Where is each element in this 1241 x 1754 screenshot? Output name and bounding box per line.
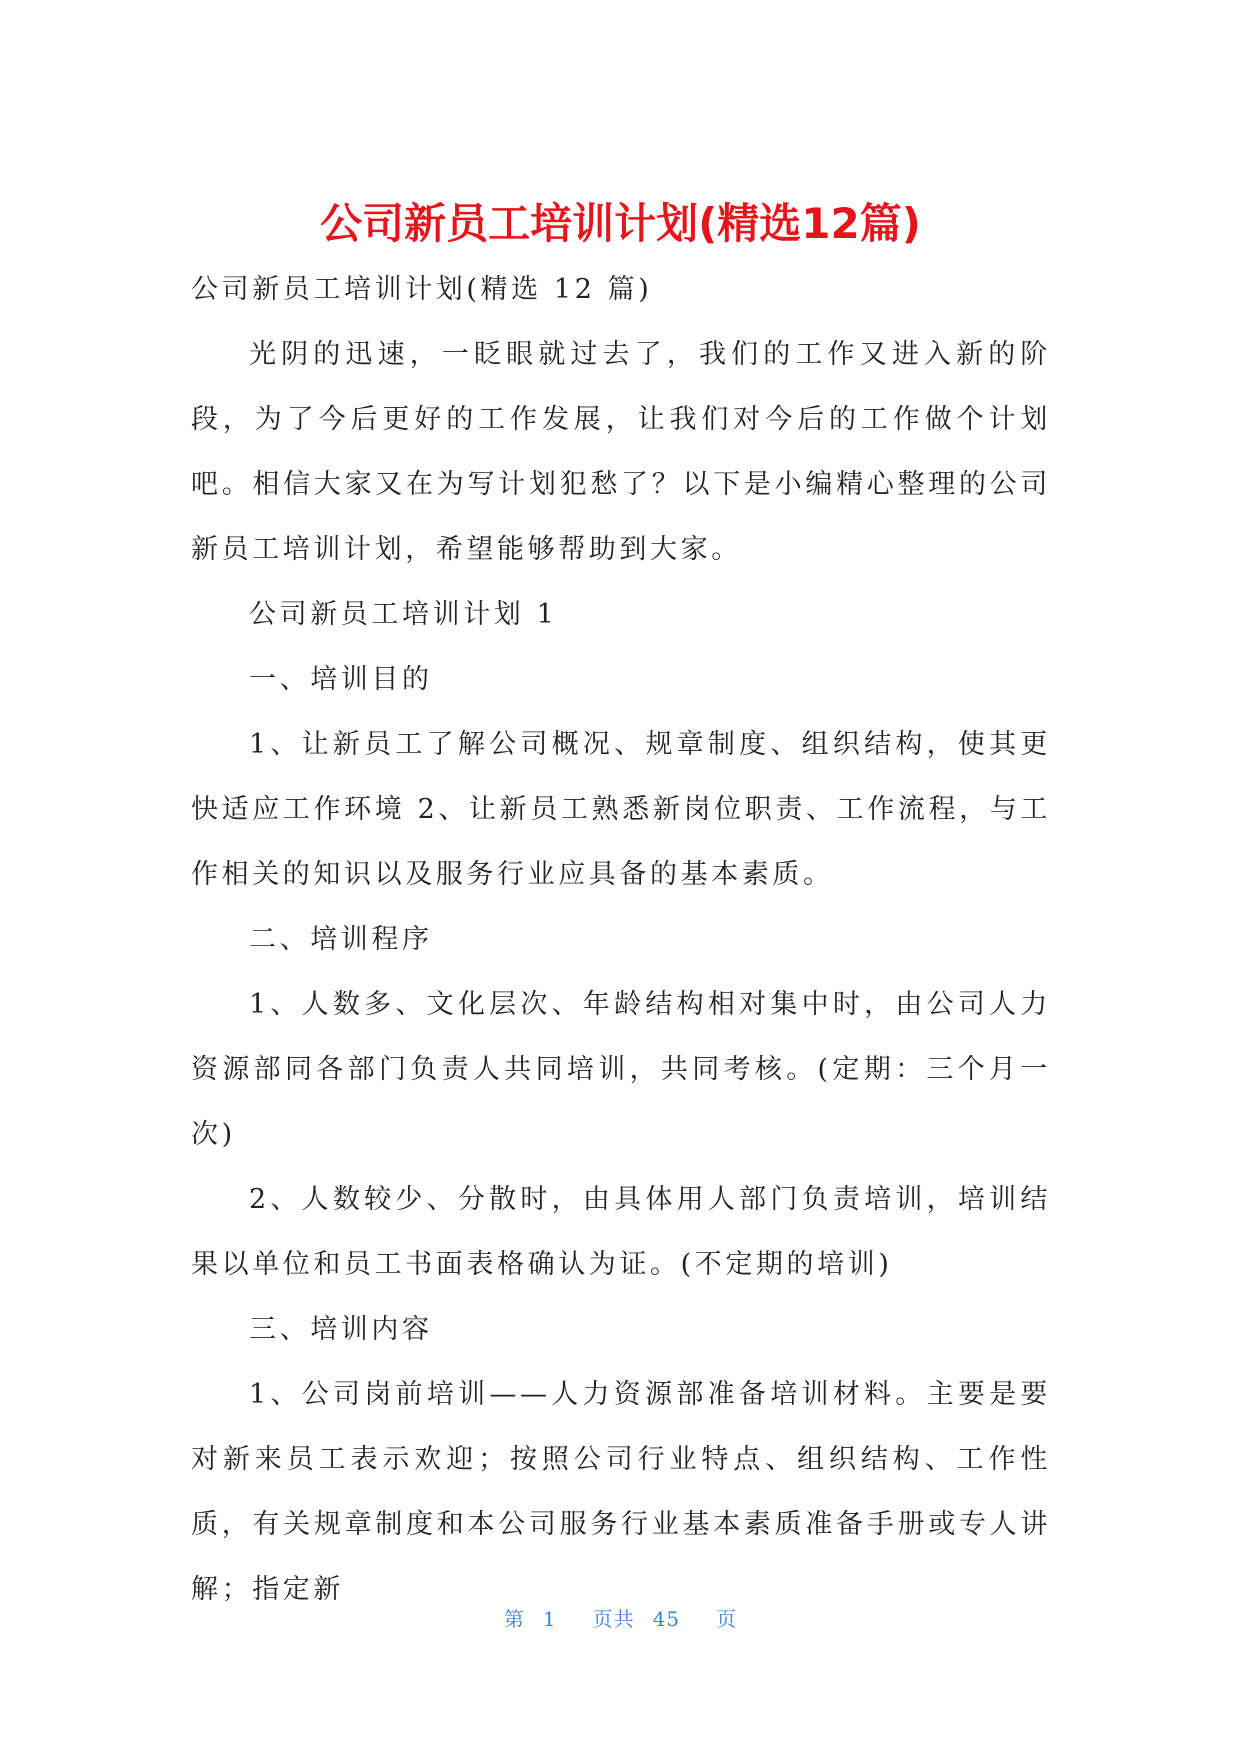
section-heading-procedure: 二、培训程序	[249, 924, 433, 955]
document-subtitle: 公司新员工培训计划(精选 12 篇)	[191, 274, 653, 305]
footer-prefix: 第	[503, 1607, 525, 1631]
footer-middle: 页共	[592, 1607, 635, 1631]
document-body	[191, 257, 1051, 1622]
page-footer	[0, 1604, 1241, 1634]
content-paragraph-1: 1、公司岗前培训——人力资源部准备培训材料。主要是要对新来员工表示欢迎；按照公司行业特点、组织结构、工作性质，有关规章制度和本公司服务行业基本素质准备手册或专人讲解；指定新	[191, 1379, 1051, 1605]
footer-current-page: 1	[542, 1607, 557, 1631]
section-heading-plan-1: 公司新员工培训计划 1	[249, 599, 558, 630]
section-heading-purpose: 一、培训目的	[249, 664, 433, 695]
purpose-paragraph: 1、让新员工了解公司概况、规章制度、组织结构，使其更快适应工作环境 2、让新员工熟悉新岗位职责、工作流程，与工作相关的知识以及服务行业应具备的基本素质。	[191, 729, 1051, 890]
document-title: 公司新员工培训计划(精选12篇)	[320, 199, 921, 248]
procedure-paragraph-1: 1、人数多、文化层次、年龄结构相对集中时，由公司人力资源部同各部门负责人共同培训，共同考核。(定期：三个月一次)	[191, 989, 1051, 1150]
section-heading-content: 三、培训内容	[249, 1314, 433, 1345]
intro-paragraph: 光阴的迅速，一眨眼就过去了，我们的工作又进入新的阶段，为了今后更好的工作发展，让我们对今后的工作做个计划吧。相信大家又在为写计划犯愁了？以下是小编精心整理的公司新员工培训计划，希望能够帮助到大家。	[191, 339, 1051, 565]
procedure-paragraph-2: 2、人数较少、分散时，由具体用人部门负责培训，培训结果以单位和员工书面表格确认为证。(不定期的培训)	[191, 1184, 1051, 1280]
footer-total-pages: 45	[652, 1607, 681, 1631]
footer-suffix: 页	[716, 1607, 738, 1631]
